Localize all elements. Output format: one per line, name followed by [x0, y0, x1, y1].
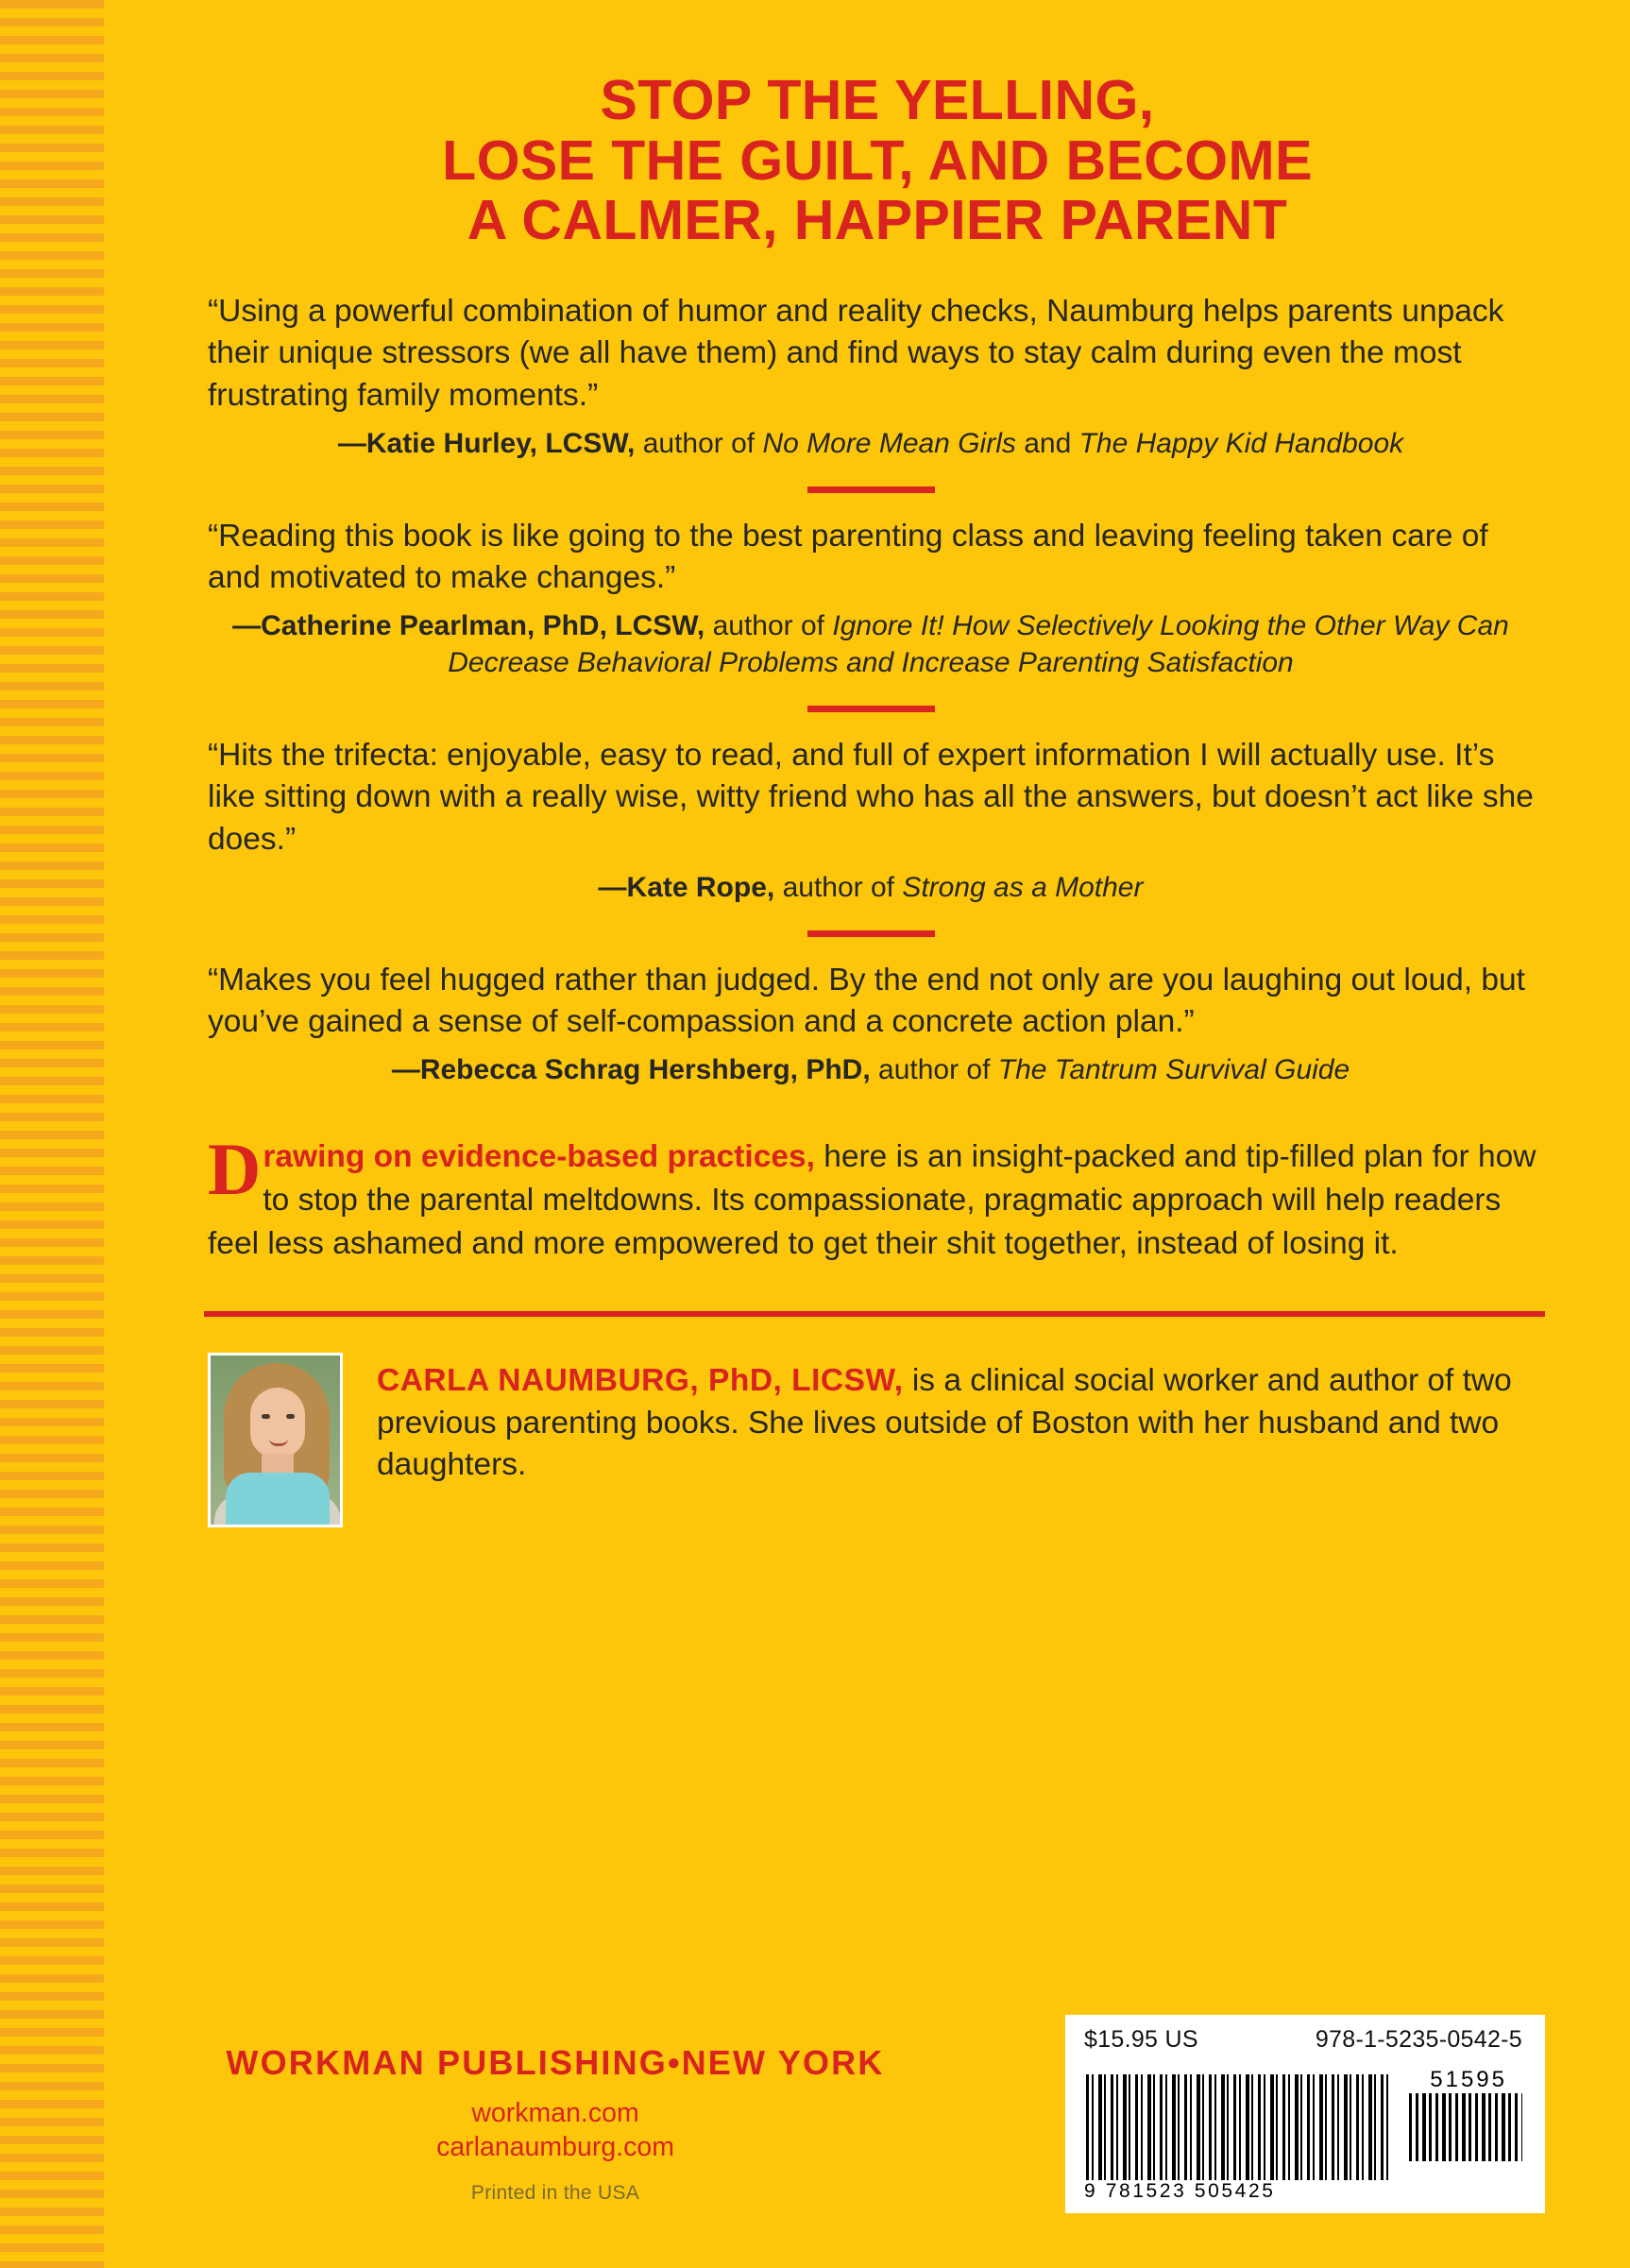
blurb-attribution: [196, 425, 1545, 462]
blurb-attribution: [196, 869, 1545, 906]
blurbs-list: [196, 291, 1545, 1088]
divider-rule: [807, 486, 935, 493]
ean13-digits: 9 781523 505425: [1084, 2180, 1276, 2202]
blurb-book-title: Ignore It! How Selectively Looking the Other Way Can Decrease Behavioral Problems and Increase Parenting Satisfaction: [448, 610, 1509, 679]
ean13-barcode: [1086, 2074, 1388, 2180]
blurb-author-role: author of: [870, 1054, 998, 1086]
blurb-book-title: No More Mean Girls: [762, 427, 1016, 459]
barcode-header: [1078, 2024, 1532, 2054]
publisher-urls: [225, 2096, 886, 2165]
blurb-book-title-2: The Happy Kid Handbook: [1078, 427, 1404, 459]
blurb-item: [196, 960, 1545, 1088]
publisher-city: NEW YORK: [681, 2043, 885, 2082]
author-description: is a clinical social worker and author of two previous parenting books. She lives outside of Boston with her husband and two daughters.: [377, 1363, 1512, 1483]
blurb-attribution: [196, 607, 1545, 681]
barcode-graphics: [1078, 2059, 1532, 2201]
blurb-quote: “Makes you feel hugged rather than judged. By the end not only are you laughing out loud, but you’ve gained a sense of self-compassion and a concrete action plan.”: [208, 962, 1525, 1040]
author-photo: [208, 1353, 343, 1527]
description-rest: here is an insight-packed and tip-filled plan for how to stop the parental meltdowns. Its compassionate, pragmatic approach will help readers feel less ashamed and more empowered to get their shit together, instead of losing it.: [208, 1139, 1537, 1262]
price-code-digits: 51595: [1430, 2067, 1507, 2092]
blurb-quote: “Reading this book is like going to the best parenting class and leaving feeling taken care of and motivated to make changes.”: [208, 518, 1488, 596]
divider-rule: [807, 930, 935, 937]
barcode-block: [1065, 2015, 1545, 2213]
printed-in-usa-note: Printed in the USA: [470, 2181, 640, 2204]
divider-rule: [807, 706, 935, 712]
separator-dot: •: [668, 2043, 682, 2082]
blurb-quote: “Using a powerful combination of humor and reality checks, Naumburg helps parents unpack their unique stressors (we all have them) and find ways to stay calm during even the most frustrating family moments.”: [208, 294, 1504, 413]
blurb-author-role: author of: [774, 871, 903, 903]
blurb-item: [196, 516, 1545, 681]
section-divider: [204, 1311, 1545, 1317]
page-title: [196, 0, 1545, 251]
drop-cap: D: [208, 1128, 262, 1211]
headline-line-2: LOSE THE GUILT, AND BECOME: [442, 128, 1313, 192]
author-bio: [196, 1353, 1545, 1527]
publisher-line: [225, 2043, 886, 2083]
link-workman-com[interactable]: workman.com: [471, 2098, 639, 2128]
author-name: CARLA NAUMBURG, PhD, LICSW,: [377, 1363, 904, 1399]
blurb-author: —Kate Rope,: [598, 871, 775, 903]
blurb-author: —Rebecca Schrag Hershberg, PhD,: [391, 1054, 871, 1086]
book-description: [196, 1128, 1545, 1266]
price-label: $15.95 US: [1084, 2026, 1198, 2053]
price-addon-barcode: [1409, 2093, 1522, 2161]
blurb-item: [196, 735, 1545, 906]
link-carlanaumburg-com[interactable]: carlanaumburg.com: [436, 2132, 674, 2163]
blurb-item: [196, 291, 1545, 462]
cover-footer: [111, 1985, 1630, 2268]
blurb-author: —Katie Hurley, LCSW,: [337, 427, 636, 459]
blurb-quote: “Hits the trifecta: enjoyable, easy to read, and full of expert information I will actually use. It’s like sitting down with a really wise, witty friend who has all the answers, but doesn’t act like she does.”: [208, 738, 1534, 857]
publisher-block: [225, 2043, 886, 2205]
blurb-attribution: [196, 1051, 1545, 1088]
isbn-label: 978-1-5235-0542-5: [1315, 2026, 1522, 2053]
striped-spine-decoration: [0, 0, 104, 2268]
blurb-book-title: The Tantrum Survival Guide: [997, 1054, 1350, 1086]
blurb-author-role: author of: [705, 610, 833, 642]
back-cover-content: [111, 0, 1630, 2268]
blurb-book-title: Strong as a Mother: [902, 871, 1144, 903]
description-lead: rawing on evidence-based practices,: [263, 1139, 815, 1175]
blurb-author-role: author of: [635, 427, 763, 459]
headline-line-3: A CALMER, HAPPIER PARENT: [467, 189, 1288, 252]
publisher-name: WORKMAN PUBLISHING: [226, 2043, 668, 2082]
author-bio-text: [377, 1353, 1545, 1487]
spine-edge: [104, 0, 111, 2268]
blurb-author: —Catherine Pearlman, PhD, LCSW,: [232, 610, 705, 642]
headline-line-1: STOP THE YELLING,: [600, 69, 1155, 131]
blurb-join: and: [1015, 427, 1079, 459]
